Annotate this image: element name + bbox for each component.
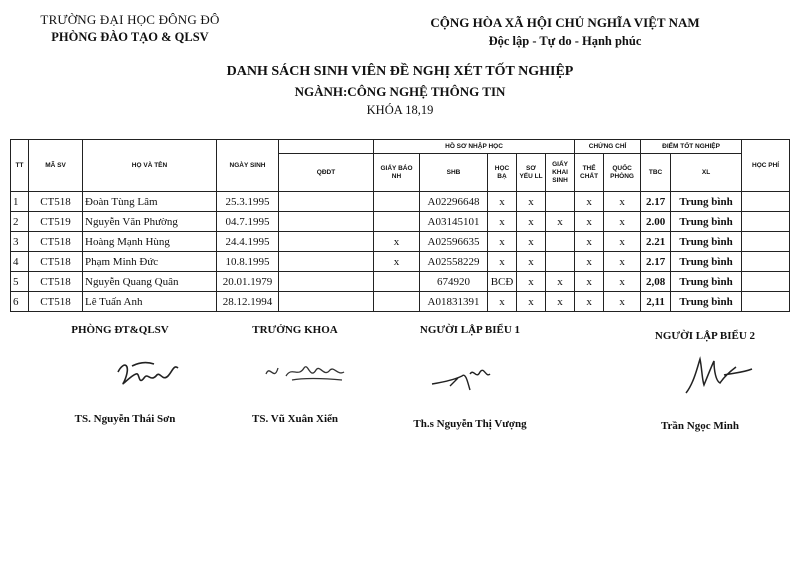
- institution-header: [0, 12, 260, 45]
- cell-the-chat: x: [575, 212, 604, 232]
- cell-giay-bao-nh: x: [374, 232, 420, 252]
- cell-so-yeu-ll: x: [517, 272, 546, 292]
- cell-hoc-phi: [742, 272, 790, 292]
- cell-ngay-sinh: 24.4.1995: [217, 232, 279, 252]
- cell-shb: A02296648: [420, 192, 488, 212]
- cell-so-yeu-ll: x: [517, 232, 546, 252]
- cell-the-chat: x: [575, 232, 604, 252]
- cell-shb: A02596635: [420, 232, 488, 252]
- table-row: [11, 192, 790, 212]
- cell-shb: A02558229: [420, 252, 488, 272]
- cell-tt: 2: [11, 212, 29, 232]
- header-hoc-ba: HỌC BẠ: [488, 154, 517, 192]
- handwritten-signature-3: [430, 362, 510, 392]
- cell-tt: 4: [11, 252, 29, 272]
- cell-quoc-phong: x: [604, 212, 641, 232]
- header-qddt: QĐDT: [279, 154, 374, 192]
- cell-hoc-ba: x: [488, 292, 517, 312]
- cell-ho-ten: Nguyễn Quang Quân: [83, 272, 217, 292]
- header-the-chat: THỂ CHẤT: [575, 154, 604, 192]
- cell-qddt: [279, 292, 374, 312]
- cell-quoc-phong: x: [604, 292, 641, 312]
- republic-name: CỘNG HÒA XÃ HỘI CHỦ NGHĨA VIỆT NAM: [430, 15, 700, 30]
- cell-ma-sv: CT519: [29, 212, 83, 232]
- national-header: [330, 15, 800, 49]
- cell-qddt: [279, 272, 374, 292]
- cell-ngay-sinh: 10.8.1995: [217, 252, 279, 272]
- cell-so-yeu-ll: x: [517, 212, 546, 232]
- cell-hoc-phi: [742, 232, 790, 252]
- cell-the-chat: x: [575, 192, 604, 212]
- cell-so-yeu-ll: x: [517, 252, 546, 272]
- cell-ma-sv: CT518: [29, 272, 83, 292]
- table-row: [11, 212, 790, 232]
- cell-ho-ten: Lê Tuấn Anh: [83, 292, 217, 312]
- header-quoc-phong: QUỐC PHÒNG: [604, 154, 641, 192]
- cell-xl: Trung bình: [671, 232, 742, 252]
- cell-hoc-ba: BCĐ: [488, 272, 517, 292]
- cell-ngay-sinh: 04.7.1995: [217, 212, 279, 232]
- document-subtitle: NGÀNH:CÔNG NGHỆ THÔNG TIN: [294, 84, 506, 99]
- signature-role-4: NGƯỜI LẬP BIỂU 2: [654, 330, 756, 342]
- cell-tt: 1: [11, 192, 29, 212]
- table-row: [11, 292, 790, 312]
- cell-hoc-phi: [742, 252, 790, 272]
- cell-qddt: [279, 252, 374, 272]
- cell-ho-ten: Đoàn Tùng Lâm: [83, 192, 217, 212]
- cell-tt: 6: [11, 292, 29, 312]
- signature-name-3: Th.s Nguyễn Thị Vượng: [413, 418, 527, 430]
- handwritten-signature-2: [262, 358, 362, 388]
- cell-xl: Trung bình: [671, 252, 742, 272]
- cell-hoc-phi: [742, 192, 790, 212]
- cell-tbc: 2.00: [641, 212, 671, 232]
- document-title: DANH SÁCH SINH VIÊN ĐỀ NGHỊ XÉT TỐT NGHIỆP: [226, 64, 574, 79]
- signature-name-4: Trần Ngọc Minh: [660, 420, 740, 432]
- cell-hoc-ba: x: [488, 192, 517, 212]
- header-ma-sv: MÃ SV: [29, 140, 83, 192]
- cell-quoc-phong: x: [604, 192, 641, 212]
- cell-ma-sv: CT518: [29, 232, 83, 252]
- header-ho-ten: HỌ VÀ TÊN: [83, 140, 217, 192]
- cell-giay-bao-nh: [374, 212, 420, 232]
- cell-giay-bao-nh: [374, 192, 420, 212]
- cell-hoc-phi: [742, 292, 790, 312]
- cell-ma-sv: CT518: [29, 292, 83, 312]
- header-tt: TT: [11, 140, 29, 192]
- cell-ma-sv: CT518: [29, 252, 83, 272]
- header-diem-group: ĐIỂM TỐT NGHIỆP: [641, 140, 742, 154]
- cell-hoc-phi: [742, 212, 790, 232]
- signature-name-2: TS. Vũ Xuân Xiển: [252, 413, 338, 425]
- cell-giay-bao-nh: [374, 272, 420, 292]
- cell-the-chat: x: [575, 252, 604, 272]
- header-blank: [279, 140, 374, 154]
- cell-qddt: [279, 232, 374, 252]
- national-motto: Độc lập - Tự do - Hạnh phúc: [488, 34, 642, 48]
- cell-xl: Trung bình: [671, 292, 742, 312]
- cell-ngay-sinh: 28.12.1994: [217, 292, 279, 312]
- cell-tbc: 2,11: [641, 292, 671, 312]
- header-chung-chi-group: CHỨNG CHỈ: [575, 140, 641, 154]
- cell-ma-sv: CT518: [29, 192, 83, 212]
- table-row: [11, 252, 790, 272]
- student-table: [10, 139, 790, 312]
- cell-hoc-ba: x: [488, 212, 517, 232]
- table-row: [11, 272, 790, 292]
- cell-xl: Trung bình: [671, 272, 742, 292]
- cell-qddt: [279, 192, 374, 212]
- handwritten-signature-4: [680, 355, 760, 397]
- cohort-label: KHÓA 18,19: [366, 103, 434, 117]
- header-tbc: TBC: [641, 154, 671, 192]
- cell-hoc-ba: x: [488, 232, 517, 252]
- cell-xl: Trung bình: [671, 212, 742, 232]
- cell-ho-ten: Phạm Minh Đức: [83, 252, 217, 272]
- cell-shb: 674920: [420, 272, 488, 292]
- signature-role-1: PHÒNG ĐT&QLSV: [71, 324, 169, 336]
- cell-so-yeu-ll: x: [517, 292, 546, 312]
- cell-the-chat: x: [575, 292, 604, 312]
- cell-tt: 5: [11, 272, 29, 292]
- school-name: TRƯỜNG ĐẠI HỌC ĐÔNG ĐÔ: [40, 12, 220, 27]
- cell-tbc: 2.17: [641, 192, 671, 212]
- cell-qddt: [279, 212, 374, 232]
- cell-so-yeu-ll: x: [517, 192, 546, 212]
- cell-shb: A01831391: [420, 292, 488, 312]
- header-ho-so-group: HỒ SƠ NHẬP HỌC: [374, 140, 575, 154]
- cell-giay-khai-sinh: x: [546, 292, 575, 312]
- cell-xl: Trung bình: [671, 192, 742, 212]
- header-giay-bao-nh: GIẤY BÁO NH: [374, 154, 420, 192]
- cell-quoc-phong: x: [604, 272, 641, 292]
- header-xl: XL: [671, 154, 742, 192]
- cell-giay-bao-nh: x: [374, 252, 420, 272]
- cell-giay-khai-sinh: x: [546, 212, 575, 232]
- cell-ho-ten: Hoàng Mạnh Hùng: [83, 232, 217, 252]
- cell-tbc: 2.21: [641, 232, 671, 252]
- signature-role-3: NGƯỜI LẬP BIỂU 1: [419, 324, 521, 336]
- cell-giay-khai-sinh: [546, 232, 575, 252]
- cell-giay-khai-sinh: [546, 252, 575, 272]
- signature-role-2: TRƯỞNG KHOA: [252, 324, 338, 336]
- office-name: PHÒNG ĐÀO TẠO & QLSV: [51, 30, 209, 44]
- cell-the-chat: x: [575, 272, 604, 292]
- cell-shb: A03145101: [420, 212, 488, 232]
- cell-giay-khai-sinh: [546, 192, 575, 212]
- signature-name-1: TS. Nguyễn Thái Sơn: [74, 413, 176, 425]
- header-so-yeu-ll: SƠ YẾU LL: [517, 154, 546, 192]
- cell-quoc-phong: x: [604, 232, 641, 252]
- cell-quoc-phong: x: [604, 252, 641, 272]
- header-shb: SHB: [420, 154, 488, 192]
- header-ngay-sinh: NGÀY SINH: [217, 140, 279, 192]
- cell-ngay-sinh: 20.01.1979: [217, 272, 279, 292]
- cell-tbc: 2.17: [641, 252, 671, 272]
- header-hoc-phi: HỌC PHÍ: [742, 140, 790, 192]
- cell-tt: 3: [11, 232, 29, 252]
- cell-giay-bao-nh: [374, 292, 420, 312]
- handwritten-signature-1: [110, 352, 190, 397]
- header-giay-khai-sinh: GIẤY KHAI SINH: [546, 154, 575, 192]
- cell-hoc-ba: x: [488, 252, 517, 272]
- cell-giay-khai-sinh: x: [546, 272, 575, 292]
- cell-ho-ten: Nguyễn Văn Phường: [83, 212, 217, 232]
- table-row: [11, 232, 790, 252]
- cell-tbc: 2,08: [641, 272, 671, 292]
- cell-ngay-sinh: 25.3.1995: [217, 192, 279, 212]
